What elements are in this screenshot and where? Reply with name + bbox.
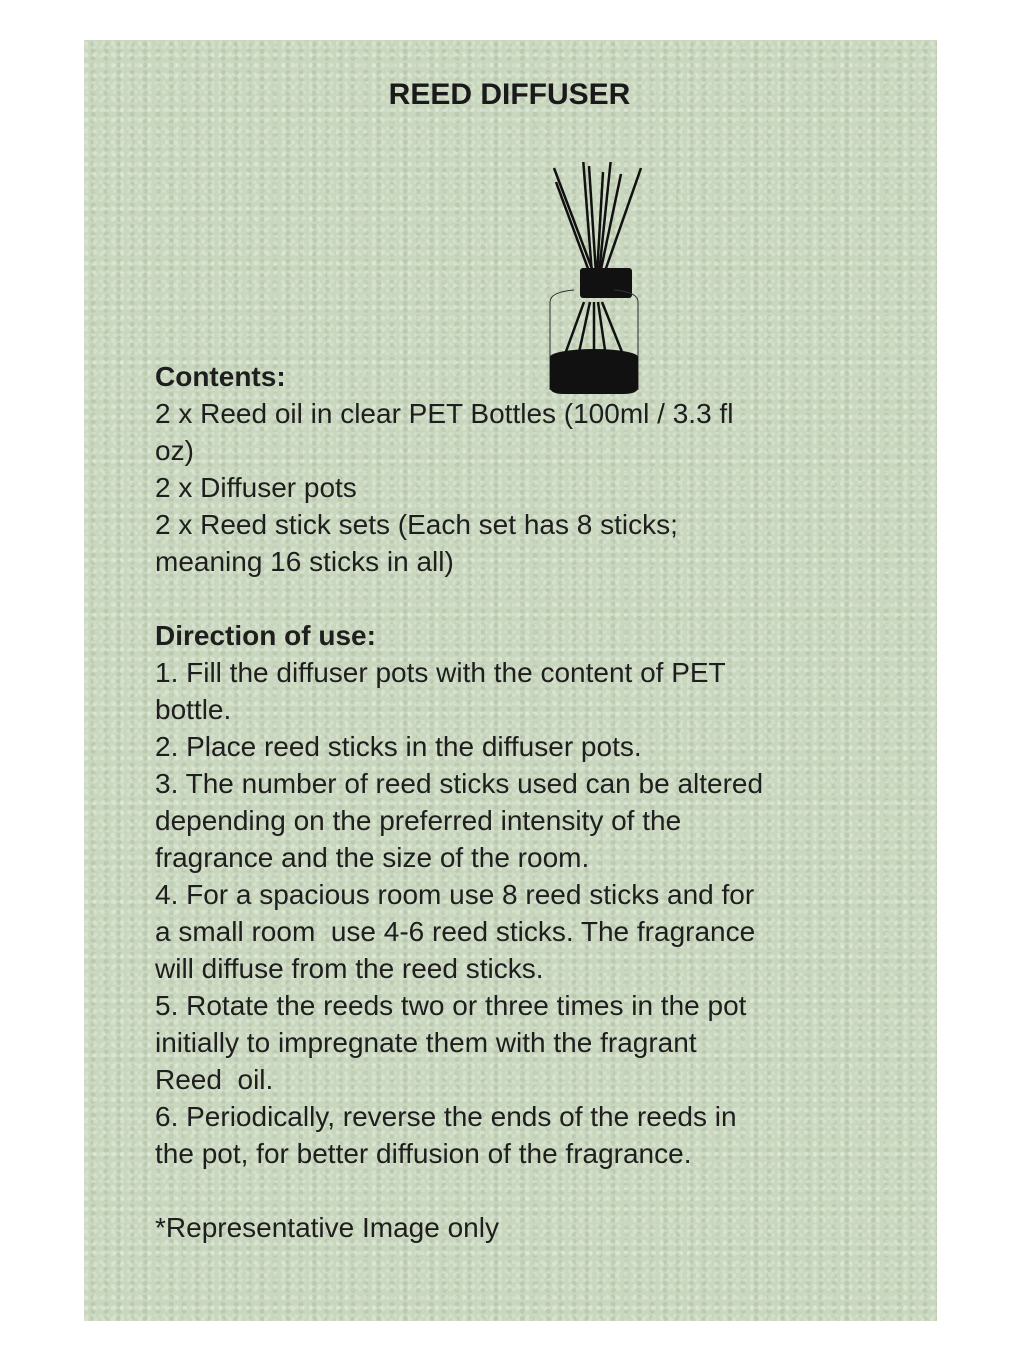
instructions-body <box>155 358 763 1246</box>
contents-line: 2 x Reed oil in clear PET Bottles (100ml / 3.3 fl <box>155 398 734 429</box>
info-card <box>84 40 937 1321</box>
contents-line: 2 x Diffuser pots <box>155 472 357 503</box>
page-title <box>84 78 937 112</box>
direction-line: 3. The number of reed sticks used can be altered <box>155 768 764 799</box>
direction-line: Reed oil. <box>155 1064 274 1095</box>
direction-line: 2. Place reed sticks in the diffuser pots. <box>155 731 642 762</box>
direction-line: the pot, for better diffusion of the fragrance. <box>155 1138 692 1169</box>
contents-line: meaning 16 sticks in all) <box>155 546 454 577</box>
direction-line: initially to impregnate them with the fragrant <box>155 1027 697 1058</box>
directions-heading: Direction of use: <box>155 620 376 651</box>
direction-line: bottle. <box>155 694 232 725</box>
direction-line: 4. For a spacious room use 8 reed sticks and for <box>155 879 755 910</box>
title-text: REED DIFFUSER <box>388 78 631 111</box>
direction-line: depending on the preferred intensity of the <box>155 805 682 836</box>
contents-line: 2 x Reed stick sets (Each set has 8 sticks; <box>155 509 678 540</box>
direction-line: will diffuse from the reed sticks. <box>155 953 544 984</box>
direction-line: 6. Periodically, reverse the ends of the reeds in <box>155 1101 737 1132</box>
contents-line: oz) <box>155 435 194 466</box>
contents-heading: Contents: <box>155 361 286 392</box>
direction-line: fragrance and the size of the room. <box>155 842 590 873</box>
direction-line: 5. Rotate the reeds two or three times in the pot <box>155 990 747 1021</box>
direction-line: a small room use 4-6 reed sticks. The fragrance <box>155 916 756 947</box>
disclaimer-note: *Representative Image only <box>155 1212 499 1243</box>
direction-line: 1. Fill the diffuser pots with the content of PET <box>155 657 726 688</box>
